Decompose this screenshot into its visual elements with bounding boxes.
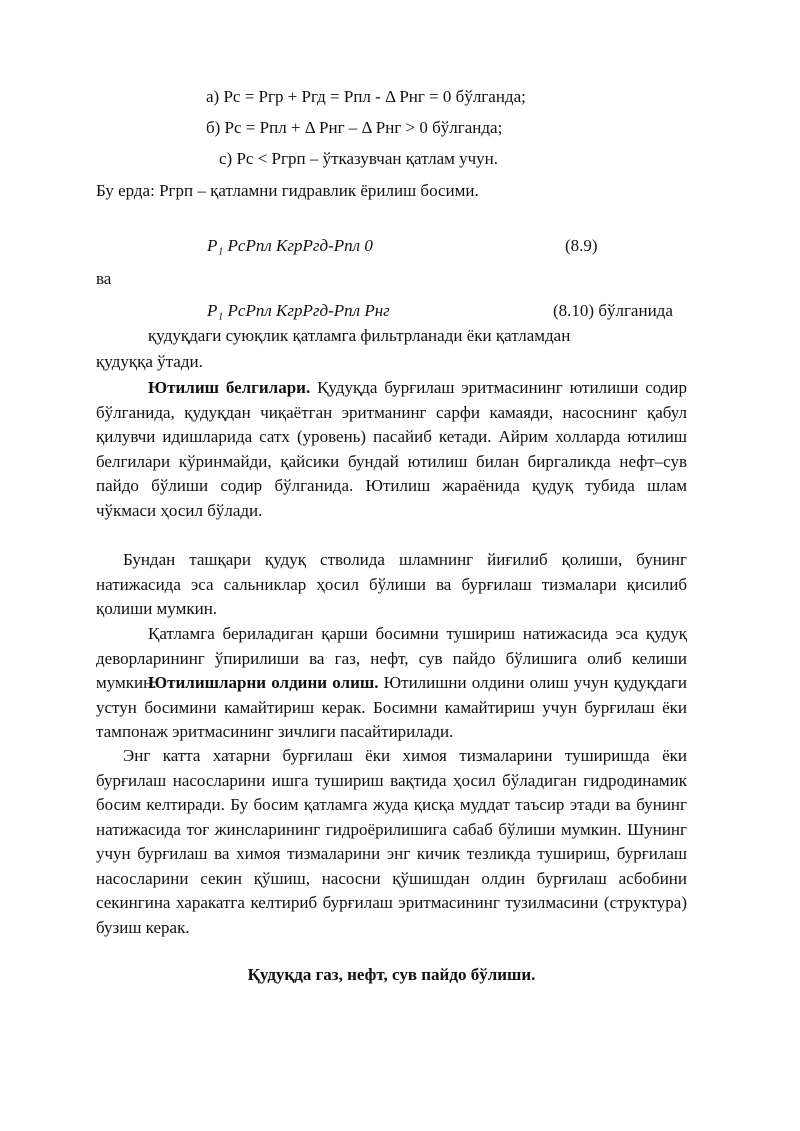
after-equation-line-2: қудуққа ўтади. <box>96 352 203 371</box>
paragraph-backpressure: Қатламга бериладиган қарши босимни тушириш натижасида эса қудуқ деворларининг ўпирилиши ва газ, нефт, сув пайдо бўлишига олиб келиши мумкин. <box>96 624 687 692</box>
condition-a: а) Рс = Ргр + Ргд = Рпл - Δ Рнг = 0 бўлганда; <box>206 87 526 106</box>
paragraph-prevention-title: Ютилишларни олдини олиш. <box>148 673 379 692</box>
where-line: Бу ерда: Ргрп – қатламни гидравлик ёрилиш босими. <box>96 181 479 200</box>
paragraph-absorption-signs-title: Ютилиш белгилари. <box>148 378 311 397</box>
equation-number-8-9: (8.9) <box>565 236 598 255</box>
section-heading: Қудуқда газ, нефт, сув пайдо бўлиши. <box>247 965 536 984</box>
after-equation-line-1: қудуқдаги суюқлик қатламга фильтрланади ёки қатламдан <box>148 326 571 345</box>
equation-8-9: P₁ PсPпл KгрPгд-Pпл 0 <box>207 236 373 255</box>
equation-number-8-10: (8.10) бўлганида <box>553 301 673 320</box>
paragraph-hydrodynamic-pressure: Энг катта хатарни бурғилаш ёки химоя тизмаларини туширишда ёки бурғилаш насосларини ишга тушириш вақтида ҳосил бўладиган гидродинамик босим келтиради. Бу босим қатламга жуда қисқа муддат таъсир этади ва бунинг натижасида тоғ жинсларининг гидроёрилишига сабаб бўлиши мумкин. Шунинг учун бурғилаш ва химоя тизмаларини энг кичик тезликда тушириш, бурғилаш насосларини секин қўшиш, насосни қўшишдан олдин бурғилаш асбобини секингина харакатга келтириб бурғилаш эритмасининг тузилмасини (структура) бузиш керак. <box>96 746 687 937</box>
condition-c: с) Рс < Ргрп – ўтказувчан қатлам учун. <box>219 149 499 168</box>
equation-8-10: P₁ PсPпл KгрPгд-Pпл Pнг <box>207 301 390 320</box>
condition-b: б) Рс = Рпл + Δ Рнг – Δ Рнг > 0 бўлганда; <box>206 118 503 137</box>
paragraph-sludge: Бундан ташқари қудуқ стволида шламнинг йиғилиб қолиши, бунинг натижасида эса сальниклар ҳосил бўлиши ва бурғилаш тизмалари қисилиб қолиши мумкин. <box>96 550 687 618</box>
paragraph-absorption-signs-text: Қудуқда бурғилаш эритмасининг ютилиши содир бўлганида, қудуқдан чиқаётган эритманинг сарфи камаяди, насоснинг қабул қилувчи идишларида сатх (уровень) пасайиб кетади. Айрим холларда ютилиш белгилари кўринмайди, қайсики бундай ютилиш билан биргаликда нефт–сув пайдо бўлиши содир бўлганида. Ютилиш жараёнида қудуқ тубида шлам чўкмаси ҳосил бўлади. <box>96 378 687 520</box>
paragraph-absorption-signs <box>96 376 687 523</box>
paragraph-prevention-text: Ютилишни олдини олиш учун қудуқдаги устун босимини камайтириш керак. Босимни камайтириш учун бурғилаш ёки тампонаж эритмасининг зичлиги пасайтирилади. <box>96 673 687 741</box>
paragraph-prevention <box>96 671 687 745</box>
and-word: ва <box>96 269 112 288</box>
